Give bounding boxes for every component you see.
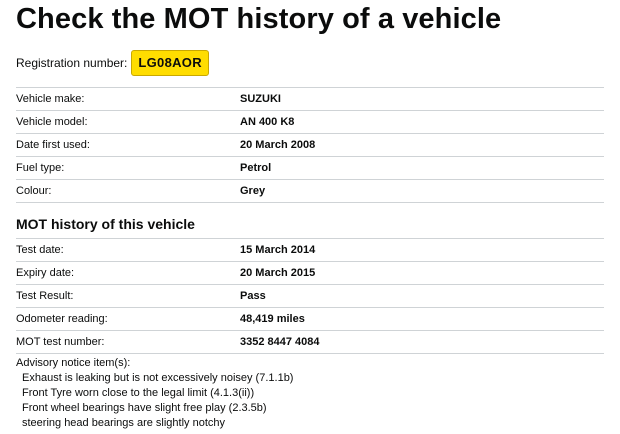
advisory-item: Front Tyre worn close to the legal limit (4.1.3(ii)) — [22, 387, 255, 399]
advisory-item: steering head bearings are slightly notchy — [22, 417, 226, 429]
row-label: Expiry date: — [16, 267, 75, 279]
row-label: Test date: — [16, 244, 64, 256]
row-value: 15 March 2014 — [240, 244, 316, 256]
row-value: 48,419 miles — [240, 313, 305, 325]
row-label: Vehicle model: — [16, 116, 88, 128]
page-title: Check the MOT history of a vehicle — [16, 3, 502, 35]
table-row — [16, 239, 604, 262]
row-label: Vehicle make: — [16, 93, 85, 105]
row-label: MOT test number: — [16, 336, 105, 348]
advisory-item: Exhaust is leaking but is not excessively noisey (7.1.1b) — [22, 372, 294, 384]
mot-history-table — [16, 238, 604, 354]
row-value: Petrol — [240, 162, 272, 174]
row-label: Fuel type: — [16, 162, 65, 174]
advisory-notices — [16, 356, 293, 431]
row-value: 3352 8447 4084 — [240, 336, 320, 348]
table-row — [16, 157, 604, 180]
row-value: SUZUKI — [240, 93, 281, 105]
table-row — [16, 262, 604, 285]
row-value: AN 400 K8 — [240, 116, 295, 128]
table-row — [16, 180, 604, 203]
row-value: 20 March 2015 — [240, 267, 316, 279]
registration-plate: LG08AOR — [131, 50, 209, 76]
mot-history-heading: MOT history of this vehicle — [16, 216, 195, 232]
row-label: Odometer reading: — [16, 313, 108, 325]
table-row — [16, 331, 604, 354]
table-row — [16, 285, 604, 308]
vehicle-details-table — [16, 87, 604, 203]
row-value: Pass — [240, 290, 266, 302]
registration-row — [16, 50, 209, 76]
table-row — [16, 308, 604, 331]
table-row — [16, 88, 604, 111]
row-label: Test Result: — [16, 290, 74, 302]
row-label: Colour: — [16, 185, 52, 197]
advisory-label: Advisory notice item(s): — [16, 357, 131, 369]
advisory-item: Front wheel bearings have slight free play (2.3.5b) — [22, 402, 267, 414]
row-value: Grey — [240, 185, 266, 197]
table-row — [16, 111, 604, 134]
row-value: 20 March 2008 — [240, 139, 316, 151]
table-row — [16, 134, 604, 157]
registration-label: Registration number: — [16, 56, 128, 70]
row-label: Date first used: — [16, 139, 90, 151]
